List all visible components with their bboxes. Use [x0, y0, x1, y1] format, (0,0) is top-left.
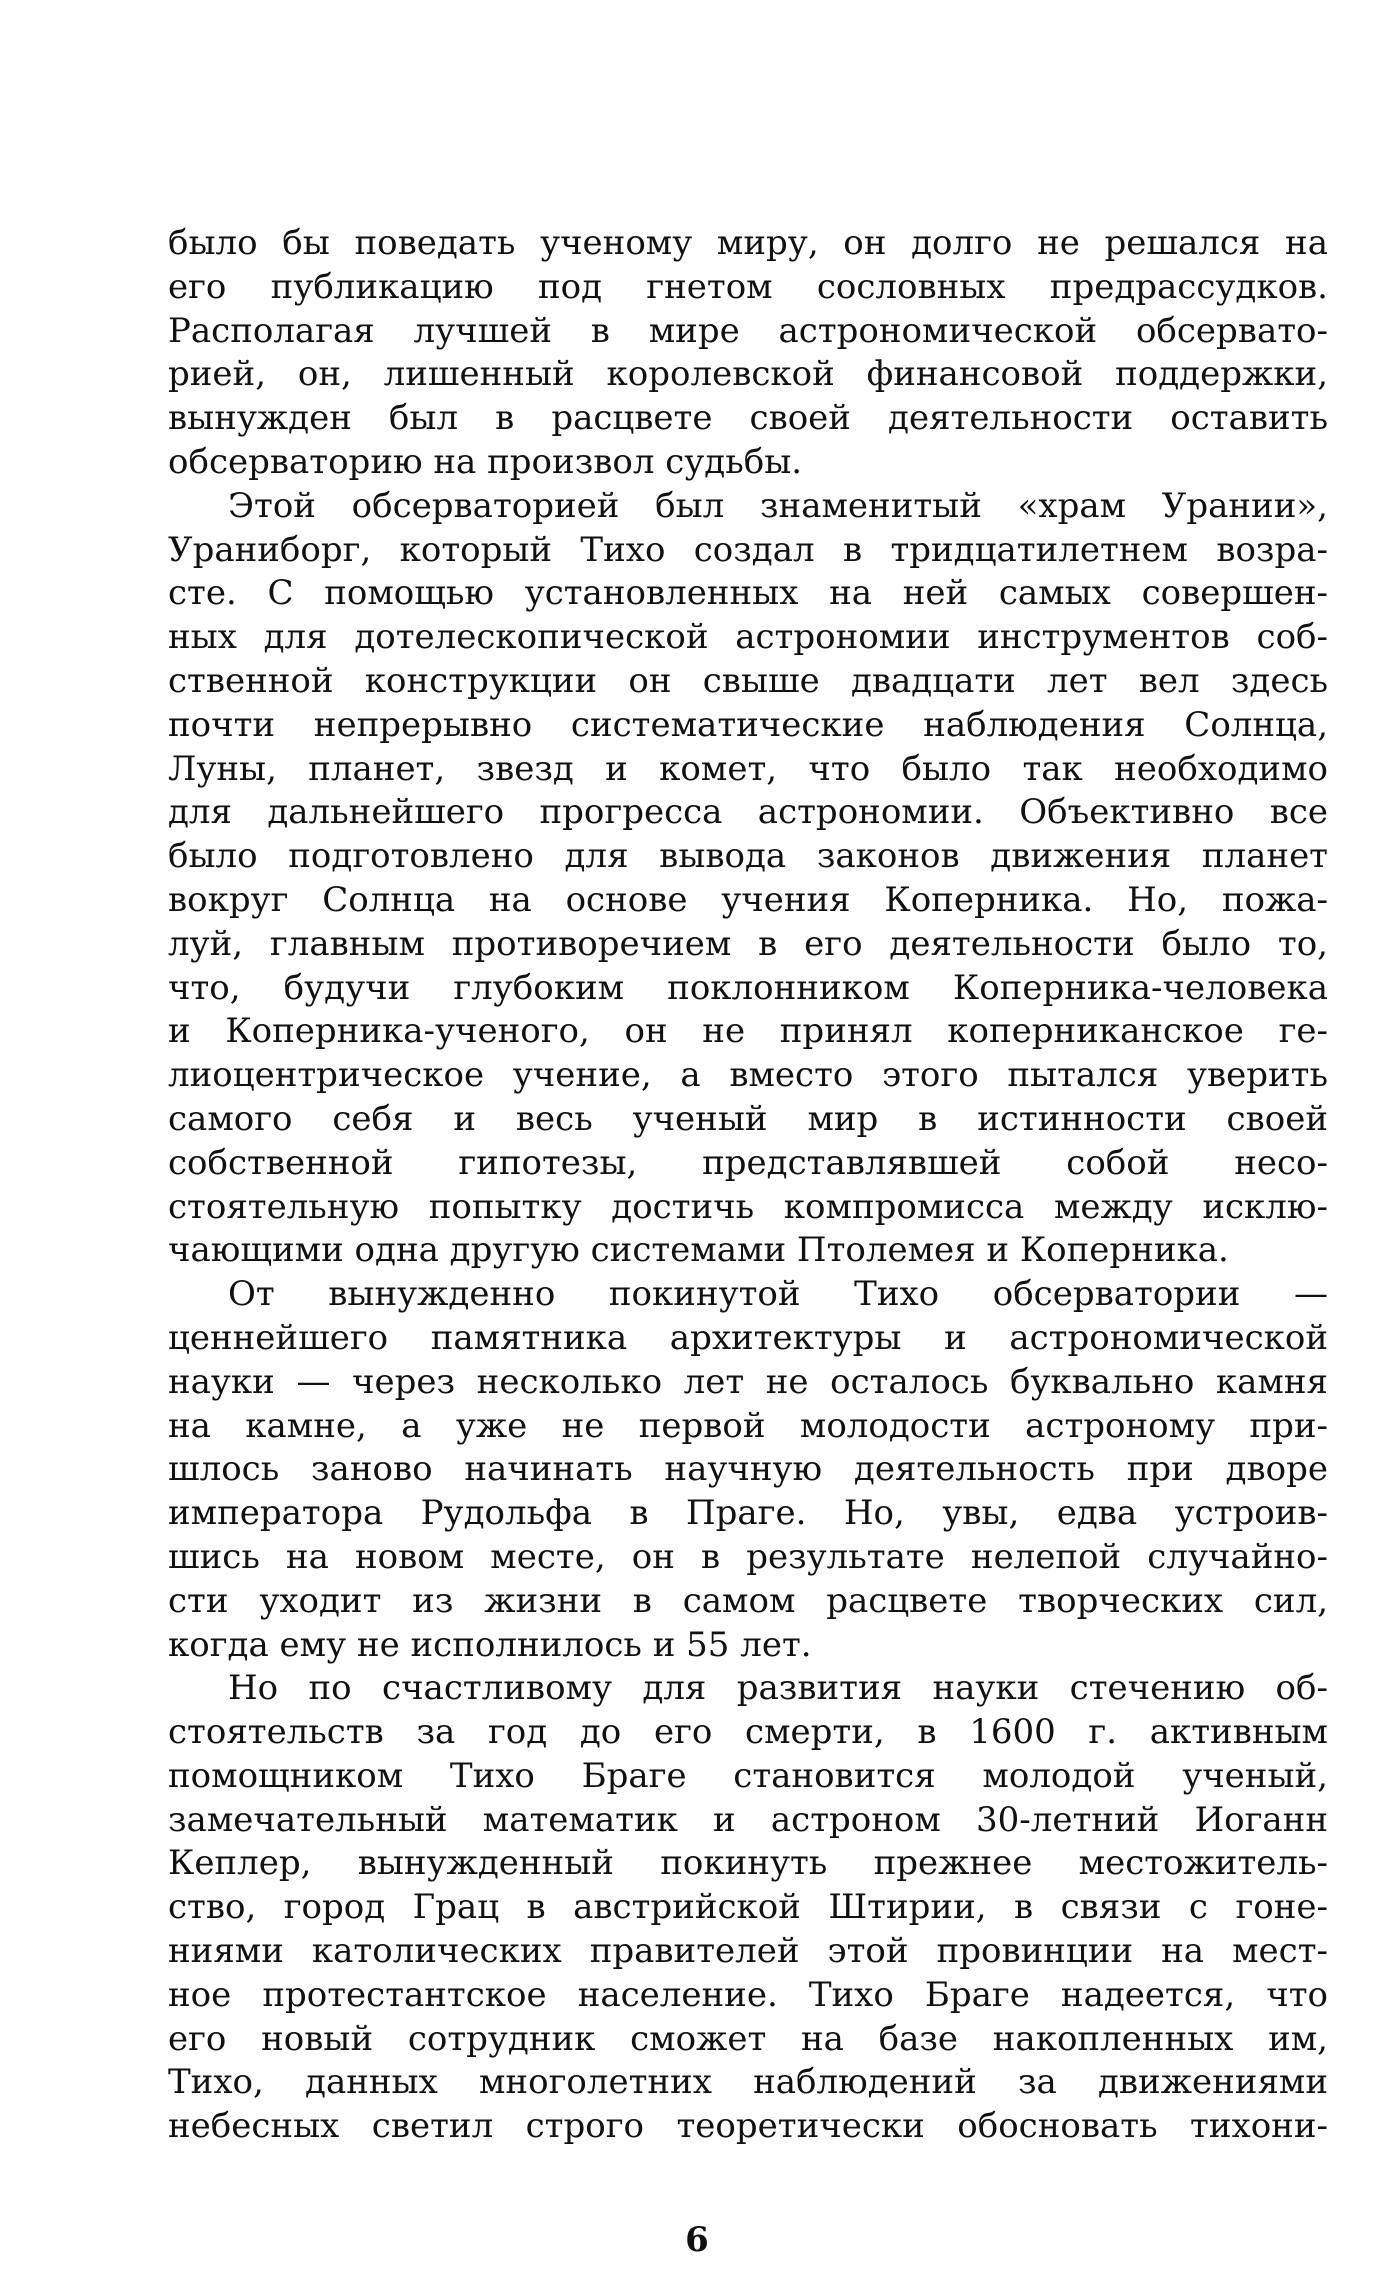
- text-line: когда ему не исполнилось и 55 лет.: [168, 1624, 812, 1665]
- text-line: ственной конструкции он свыше двадцати лет вел здесь: [168, 660, 1328, 701]
- text-line: шись на новом месте, он в результате нелепой случайно-: [168, 1536, 1328, 1577]
- text-line: Располагая лучшей в мире астрономической обсервато-: [168, 310, 1328, 351]
- text-line: сте. С помощью установленных на ней самых совершен-: [168, 573, 1328, 614]
- text-line: помощником Тихо Браге становится молодой ученый,: [168, 1755, 1328, 1796]
- text-line: Тихо, данных многолетних наблюдений за движениями: [168, 2062, 1328, 2103]
- text-line: императора Рудольфа в Праге. Но, увы, едва устроив-: [168, 1493, 1328, 1534]
- text-line: шлось заново начинать научную деятельность при дворе: [168, 1449, 1328, 1490]
- text-line: Кеплер, вынужденный покинуть прежнее местожитель-: [168, 1843, 1328, 1884]
- text-line: собственной гипотезы, представлявшей собой несо-: [168, 1142, 1328, 1183]
- text-line: лиоцентрическое учение, а вместо этого пытался уверить: [168, 1055, 1328, 1096]
- text-line: Луны, планет, звезд и комет, что было так необходимо: [168, 748, 1328, 789]
- text-line: небесных светил строго теоретически обосновать тихони-: [168, 2106, 1328, 2147]
- text-line: луй, главным противоречием в его деятельности было то,: [168, 923, 1328, 964]
- text-line: сти уходит из жизни в самом расцвете творческих сил,: [168, 1580, 1328, 1621]
- text-line: ное протестантское население. Тихо Браге надеется, что: [168, 1974, 1328, 2015]
- text-line: вынужден был в расцвете своей деятельности оставить: [168, 398, 1328, 439]
- text-line: вокруг Солнца на основе учения Коперника. Но, пожа-: [168, 879, 1328, 920]
- text-line: было подготовлено для вывода законов движения планет: [168, 836, 1328, 877]
- text-line: рией, он, лишенный королевской финансовой поддержки,: [168, 354, 1328, 395]
- text-line: Ураниборг, который Тихо создал в тридцатилетнем возра-: [168, 529, 1328, 570]
- text-line: обсерваторию на произвол судьбы.: [168, 441, 803, 482]
- text-line: стоятельную попытку достичь компромисса между исклю-: [168, 1186, 1328, 1227]
- text-line: ценнейшего памятника архитектуры и астрономической: [168, 1317, 1328, 1358]
- text-line: было бы поведать ученому миру, он долго не решался на: [168, 223, 1328, 263]
- text-line: и Коперника-ученого, он не принял коперниканское ге-: [168, 1011, 1328, 1052]
- text-line: чающими одна другую системами Птолемея и Коперника.: [168, 1230, 1229, 1271]
- text-line: для дальнейшего прогресса астрономии. Объективно все: [168, 792, 1328, 833]
- text-line: Но по счастливому для развития науки стечению об-: [228, 1668, 1328, 1709]
- text-line: ных для дотелескопической астрономии инструментов соб-: [168, 617, 1328, 658]
- text-line: что, будучи глубоким поклонником Коперника-человека: [168, 967, 1328, 1008]
- text-line: От вынужденно покинутой Тихо обсерватории —: [228, 1274, 1328, 1315]
- text-line: почти непрерывно систематические наблюдения Солнца,: [168, 704, 1328, 745]
- text-line: стоятельств за год до его смерти, в 1600 г. активным: [168, 1712, 1328, 1753]
- paragraph: [168, 1273, 1328, 1667]
- text-line: его новый сотрудник сможет на базе накопленных им,: [168, 2018, 1328, 2059]
- body-text: [168, 222, 1328, 2149]
- paragraph: [168, 222, 1328, 485]
- paragraph: [168, 1667, 1328, 2149]
- text-line: на камне, а уже не первой молодости астроному при-: [168, 1405, 1328, 1446]
- text-line: ство, город Грац в австрийской Штирии, в связи с гоне-: [168, 1887, 1328, 1928]
- paragraph: [168, 485, 1328, 1273]
- text-line: замечательный математик и астроном 30-летний Иоганн: [168, 1799, 1328, 1840]
- text-line: науки — через несколько лет не осталось буквально камня: [168, 1361, 1328, 1402]
- text-line: ниями католических правителей этой провинции на мест-: [168, 1931, 1328, 1972]
- text-line: Этой обсерваторией был знаменитый «храм Урании»,: [228, 485, 1328, 526]
- text-line: его публикацию под гнетом сословных предрассудков.: [168, 266, 1328, 307]
- text-line: самого себя и весь ученый мир в истинности своей: [168, 1098, 1328, 1139]
- page-number: 6: [685, 2220, 709, 2260]
